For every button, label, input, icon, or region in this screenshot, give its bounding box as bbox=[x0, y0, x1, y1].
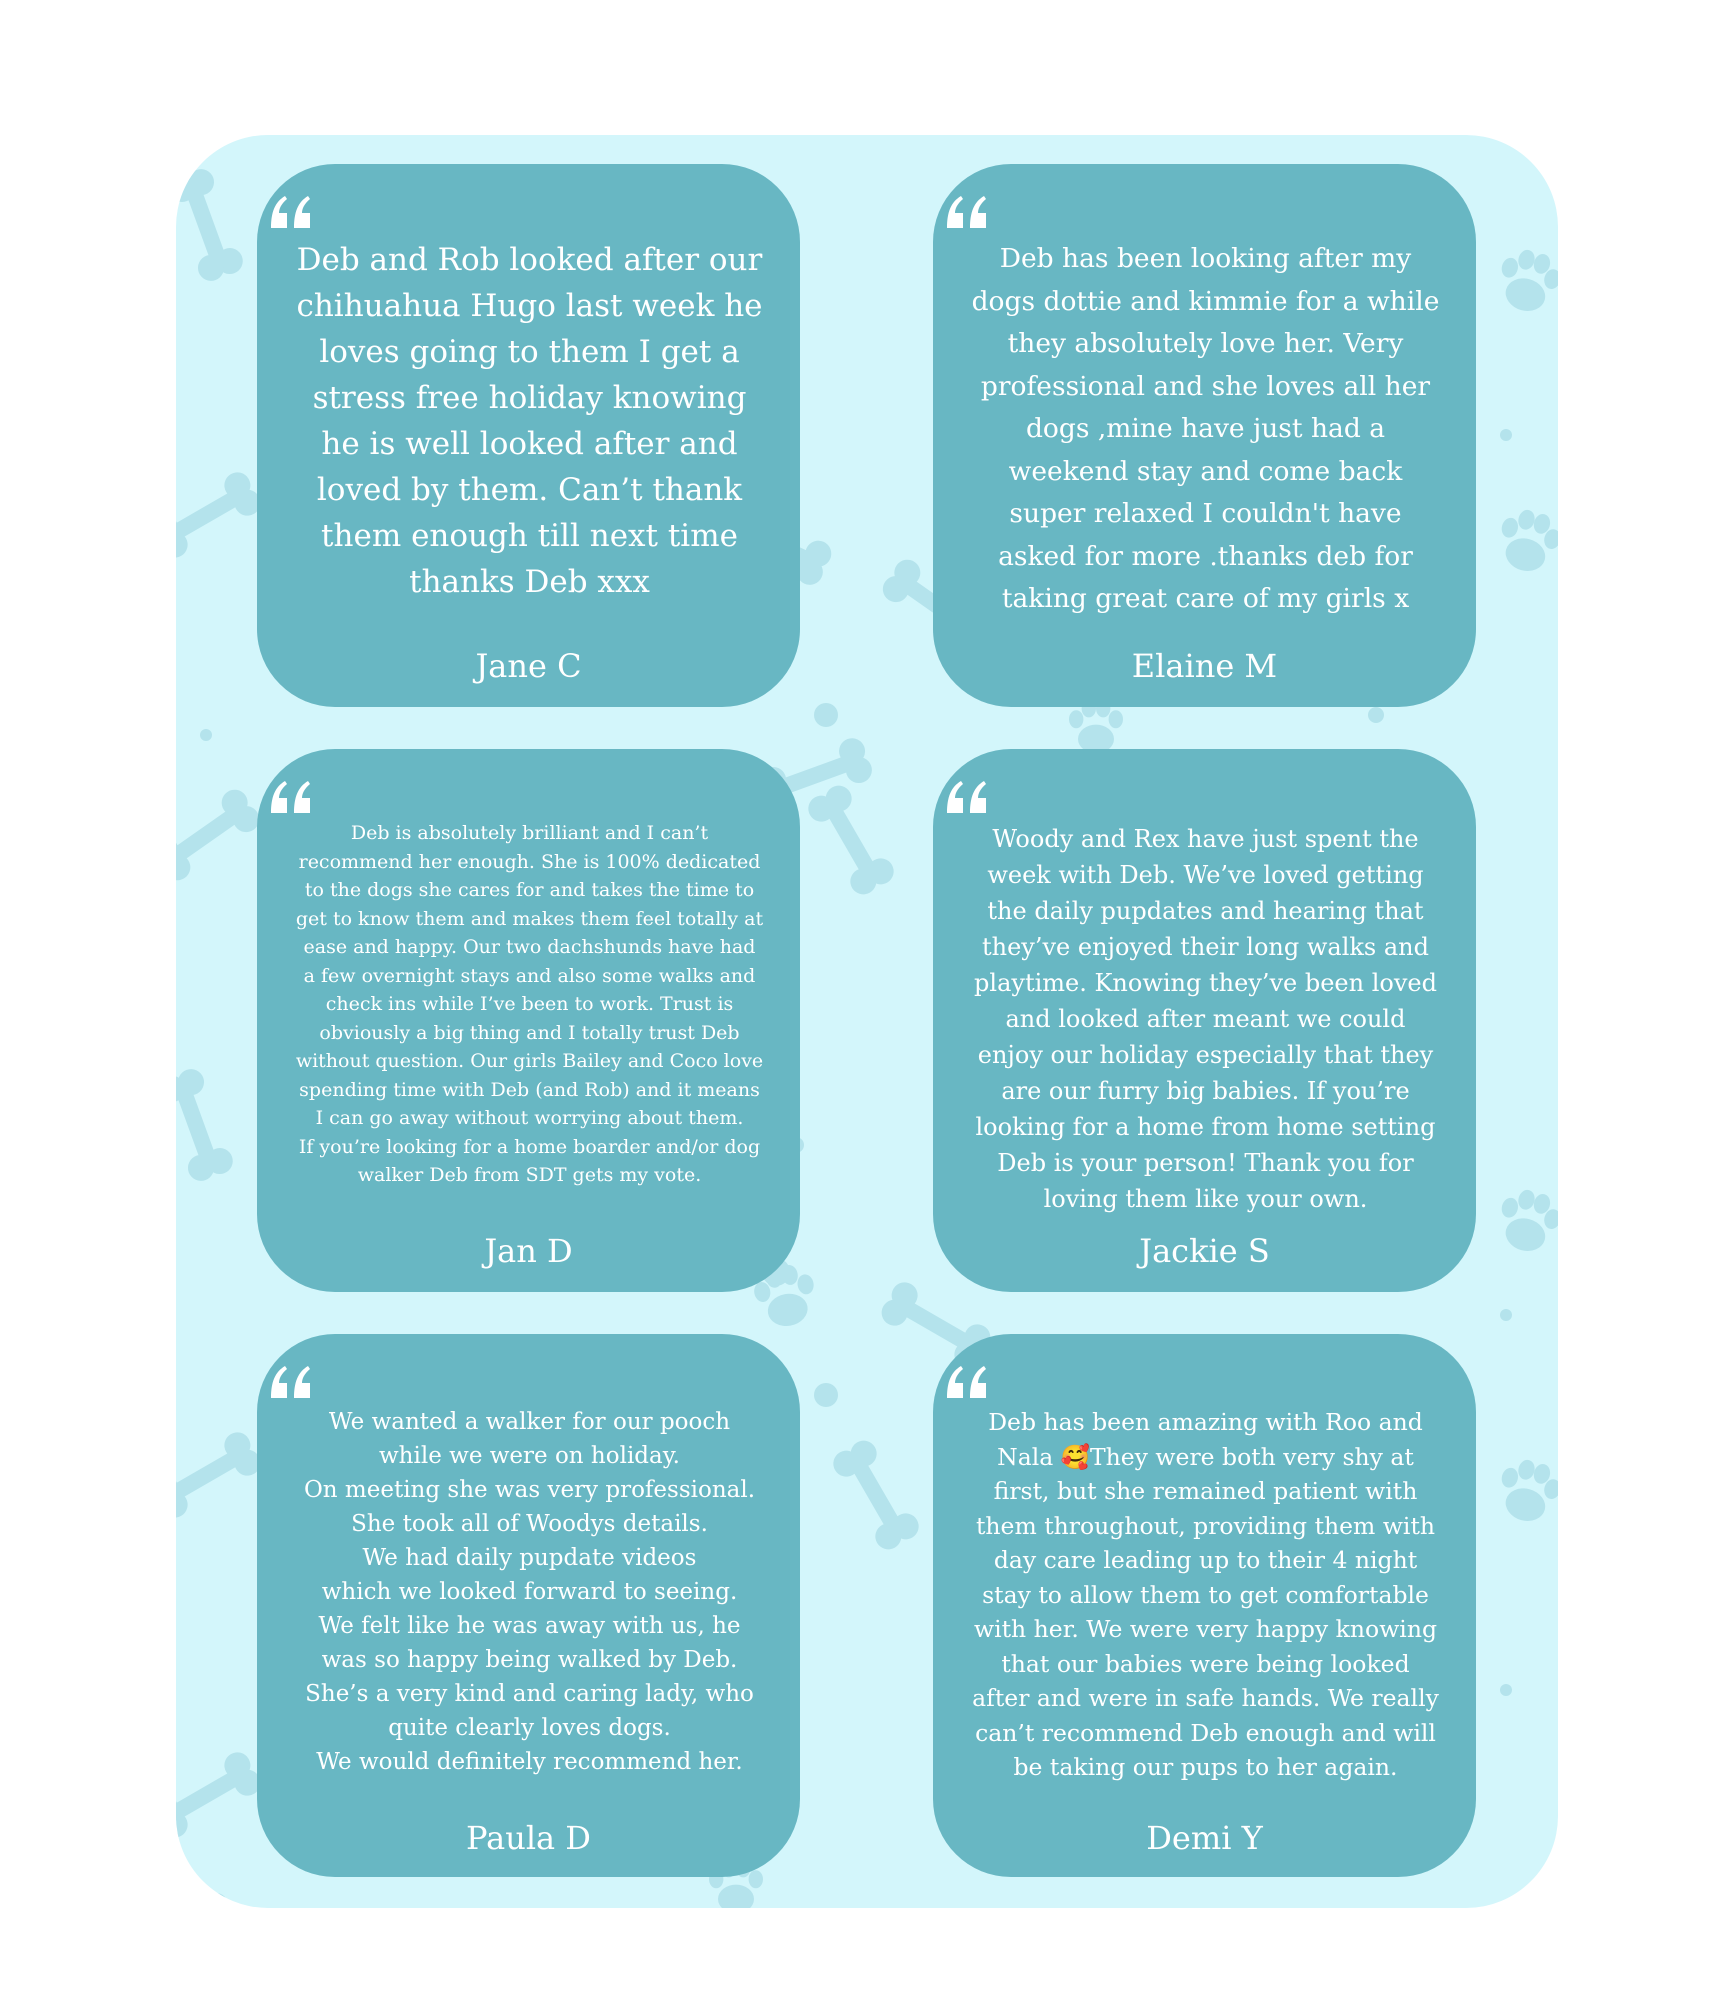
testimonial-card bbox=[933, 749, 1476, 1292]
paw-print-icon bbox=[1492, 504, 1558, 577]
dog-bone-icon bbox=[176, 1428, 265, 1523]
dog-bone-icon bbox=[829, 1436, 924, 1554]
testimonial-card bbox=[257, 164, 800, 707]
paw-print-icon bbox=[1069, 699, 1123, 753]
quote-mark-icon bbox=[945, 194, 989, 230]
dog-bone-icon bbox=[176, 1065, 236, 1184]
testimonial-author: Jan D bbox=[484, 1232, 573, 1270]
testimonial-author: Jackie S bbox=[1139, 1232, 1270, 1270]
quote-mark-icon bbox=[269, 1364, 313, 1400]
quote-mark-icon bbox=[269, 194, 313, 230]
dog-bone-icon bbox=[176, 785, 264, 886]
testimonial-card bbox=[257, 749, 800, 1292]
testimonial-text: Deb has been amazing with Roo and Nala 🥰They were both very shy at first, but she remained patient with them throughout, providing them with day care leading up to their 4 night stay to allow them to get comfortable with her. We were very happy knowing that our babies were being looked after and were in safe hands. We really can’t recommend Deb enough and will be taking our pups to her again. bbox=[972, 1408, 1439, 1781]
testimonial-text: Deb has been looking after my dogs dottie and kimmie for a while they absolutely love her. Very professional and she loves all her dogs ,mine have just had a weekend stay and come back super relaxed I couldn't have asked for more .thanks deb for taking great care of my girls x bbox=[971, 243, 1440, 614]
paw-print-icon bbox=[1492, 1184, 1558, 1257]
testimonial-text: We wanted a walker for our pooch while we were on holiday. On meeting she was very professional. She took all of Woodys details. We had daily pupdate videos which we looked forward to seeing. We felt like he was away with us, he was so happy being walked by Deb. She’s a very kind and caring lady, who quite clearly loves dogs. We would definitely recommend her. bbox=[303, 1409, 756, 1775]
quote-mark-icon bbox=[269, 779, 313, 815]
paw-print-icon bbox=[1492, 244, 1558, 317]
testimonial-author: Jane C bbox=[475, 647, 582, 685]
dog-bone-icon bbox=[804, 781, 899, 899]
testimonial-text: Woody and Rex have just spent the week with Deb. We’ve loved getting the daily pupdates and hearing that they’ve enjoyed their long walks and playtime. Knowing they’ve been loved and looked after meant we could enjoy our holiday especially that they are our furry big babies. If you’re looking for a home from home setting Deb is your person! Thank you for loving them like your own. bbox=[974, 825, 1437, 1213]
paw-print-icon bbox=[1492, 1454, 1558, 1527]
testimonial-card bbox=[257, 1334, 800, 1877]
testimonial-author: Demi Y bbox=[1146, 1819, 1263, 1857]
dog-bone-icon bbox=[176, 165, 246, 284]
dog-bone-icon bbox=[176, 468, 265, 563]
testimonial-text: Deb and Rob looked after our chihuahua Hugo last week he loves going to them I get a stress free holiday knowing he is well looked after and loved by them. Can’t thank them enough till next time thanks Deb xxx bbox=[296, 242, 763, 600]
testimonial-author: Elaine M bbox=[1131, 647, 1278, 685]
testimonial-text: Deb is absolutely brilliant and I can’t recommend her enough. She is 100% dedicated to the dogs she cares for and takes the time to get to know them and makes them feel totally at ease and happy. Our two dachshunds have had a few overnight stays and also some walks and check ins while I’ve been to work. Trust is obviously a big thing and I totally trust Deb without question. Our girls Bailey and Coco love spending time with Deb (and Rob) and it means I can go away without worrying about them. If you’re looking for a home boarder and/or dog walker Deb from SDT gets my vote. bbox=[295, 822, 764, 1186]
testimonial-card bbox=[933, 164, 1476, 707]
testimonial-card bbox=[933, 1334, 1476, 1877]
quote-mark-icon bbox=[945, 779, 989, 815]
quote-mark-icon bbox=[945, 1364, 989, 1400]
testimonial-author: Paula D bbox=[466, 1819, 591, 1857]
dog-bone-icon bbox=[176, 1748, 265, 1843]
testimonials-panel bbox=[176, 135, 1558, 1908]
